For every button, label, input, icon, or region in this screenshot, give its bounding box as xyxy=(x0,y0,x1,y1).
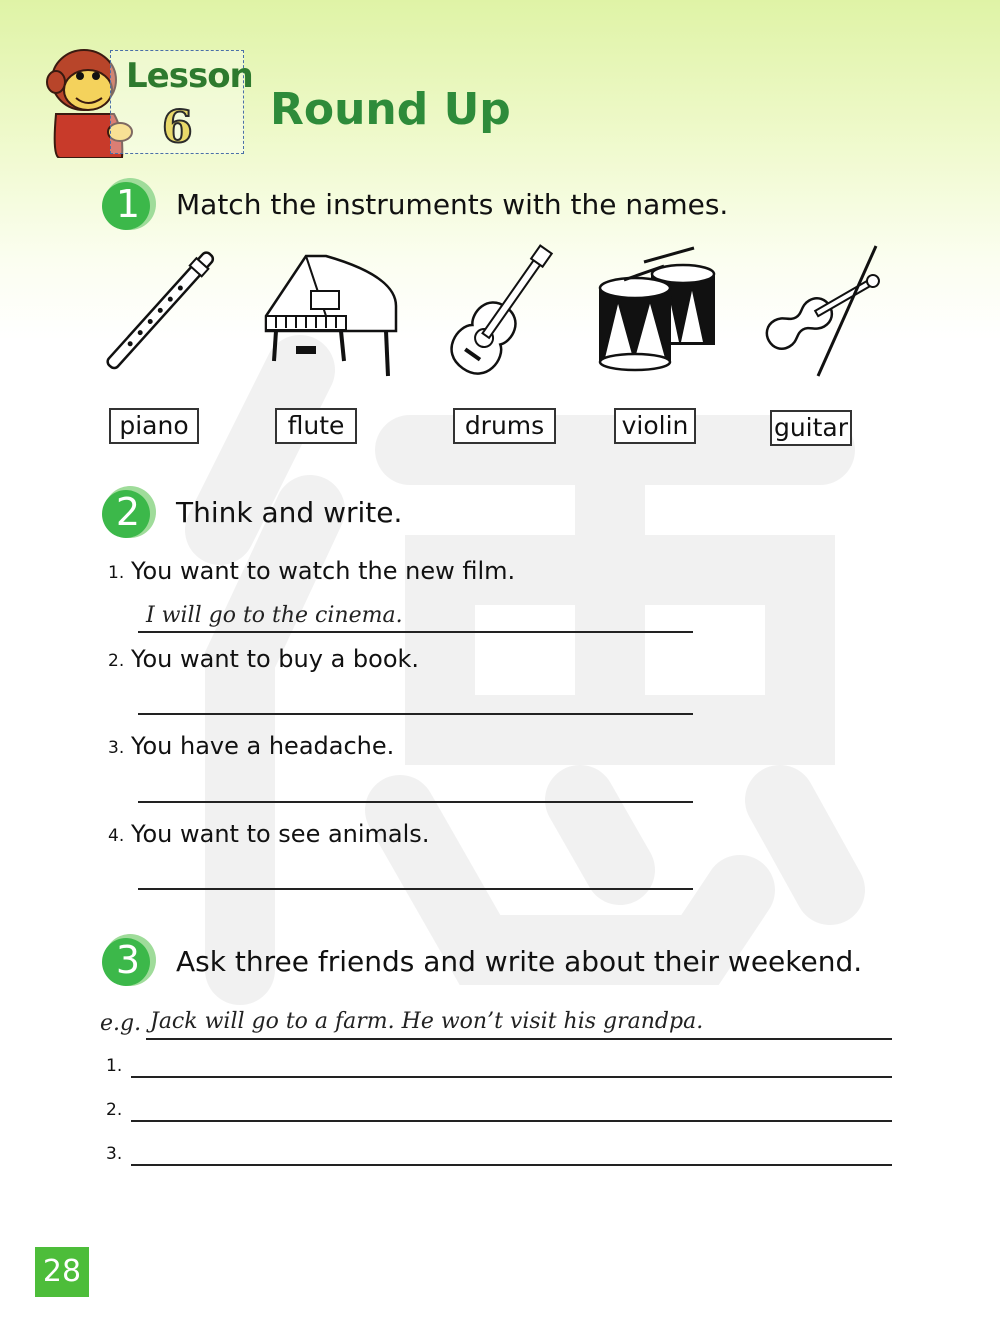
lesson-label: Lesson xyxy=(126,56,253,96)
flute-icon xyxy=(86,236,236,386)
label-box-guitar: guitar xyxy=(770,410,852,446)
question-prompt: You want to buy a book. xyxy=(131,645,420,673)
question-prompt: You have a headache. xyxy=(131,732,395,760)
section-3-instruction: Ask three friends and write about their weekend. xyxy=(176,945,863,978)
section-2-badge xyxy=(100,484,156,540)
guitar-icon xyxy=(428,236,578,386)
answer-line[interactable] xyxy=(138,631,693,633)
section-3-number: 3 xyxy=(115,938,141,982)
section-1-instruction: Match the instruments with the names. xyxy=(176,188,729,221)
question-number: 4. xyxy=(108,826,125,846)
label-box-violin: violin xyxy=(614,408,696,444)
example-label: e.g. xyxy=(100,1011,142,1036)
section-1-badge xyxy=(100,176,156,232)
example-line xyxy=(146,1038,892,1040)
piano-icon xyxy=(256,236,406,386)
answer-line[interactable] xyxy=(138,713,693,715)
line-number: 2. xyxy=(106,1100,123,1120)
answer-line[interactable] xyxy=(138,888,693,890)
lesson-number: 6 xyxy=(162,102,193,153)
section-2-number: 2 xyxy=(115,490,141,534)
question-number: 1. xyxy=(108,563,125,583)
example-answer: Jack will go to a farm. He won’t visit his grandpa. xyxy=(150,1009,704,1034)
question-prompt: You want to watch the new film. xyxy=(131,557,516,585)
label-box-drums: drums xyxy=(453,408,556,444)
label-box-piano: piano xyxy=(109,408,199,444)
question-prompt: You want to see animals. xyxy=(131,820,430,848)
line-number: 3. xyxy=(106,1144,123,1164)
line-number: 1. xyxy=(106,1056,123,1076)
violin-icon xyxy=(746,236,896,386)
section-3-badge xyxy=(100,932,156,988)
question-number: 2. xyxy=(108,651,125,671)
label-box-flute: flute xyxy=(275,408,357,444)
section-2-instruction: Think and write. xyxy=(176,496,403,529)
section-1-number: 1 xyxy=(115,182,141,226)
answer-line[interactable] xyxy=(131,1076,892,1078)
answer-line[interactable] xyxy=(131,1164,892,1166)
answer-line[interactable] xyxy=(138,801,693,803)
page-number: 28 xyxy=(35,1247,89,1297)
question-number: 3. xyxy=(108,738,125,758)
answer-line[interactable] xyxy=(131,1120,892,1122)
question-answer: I will go to the cinema. xyxy=(146,603,403,628)
page-title: Round Up xyxy=(270,84,511,135)
drums-icon xyxy=(584,236,734,386)
